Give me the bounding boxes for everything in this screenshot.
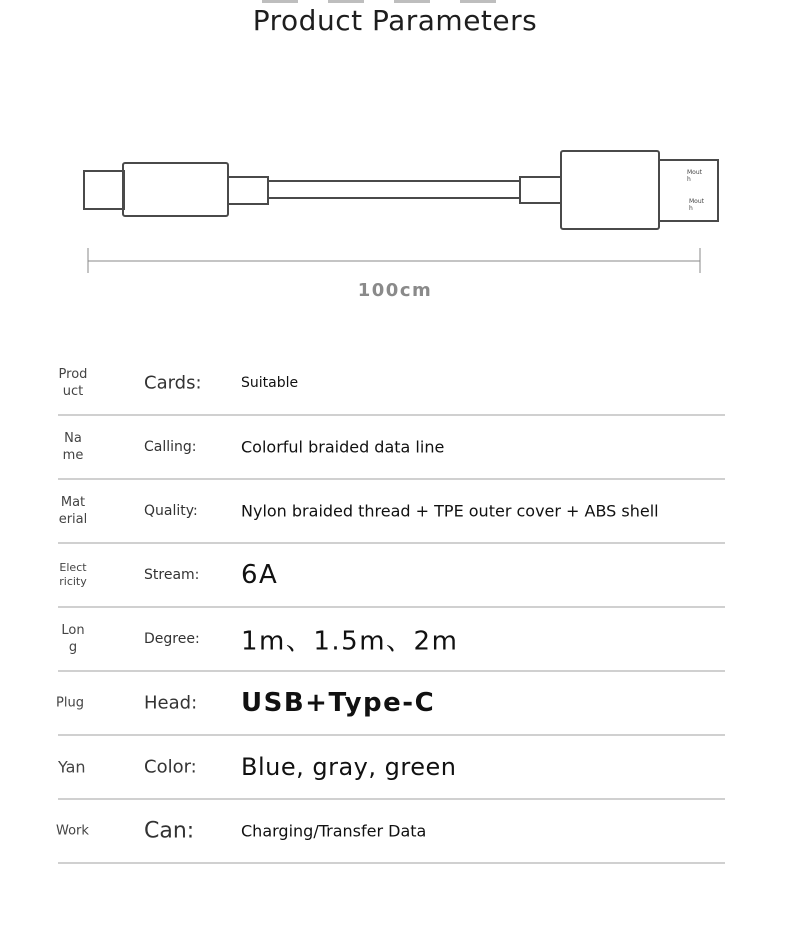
row-label: Product bbox=[58, 367, 88, 399]
row-value: Blue, gray, green bbox=[241, 753, 457, 781]
row-label: Long bbox=[61, 623, 85, 655]
row-value: Nylon braided thread + TPE outer cover + ABS shell bbox=[241, 501, 659, 521]
table-row bbox=[58, 736, 725, 800]
row-label: Plug bbox=[56, 695, 84, 711]
table-row bbox=[58, 800, 725, 864]
table-row bbox=[58, 352, 725, 416]
row-label: Material bbox=[58, 495, 88, 527]
row-key: Quality: bbox=[144, 503, 198, 519]
table-row bbox=[58, 416, 725, 480]
right-strain-relief bbox=[520, 177, 561, 203]
table-row bbox=[58, 672, 725, 736]
row-value: Charging/Transfer Data bbox=[241, 821, 427, 841]
right-plug-housing bbox=[561, 151, 659, 229]
port-label-top: Mout h bbox=[687, 169, 703, 183]
left-plug-tip bbox=[84, 171, 124, 209]
length-label: 100cm bbox=[357, 280, 433, 301]
row-label: Work bbox=[56, 823, 89, 839]
parameters-table bbox=[58, 352, 725, 864]
row-value: USB+Type-C bbox=[241, 688, 436, 718]
row-key: Cards: bbox=[144, 372, 202, 394]
row-value: 1m、1.5m、2m bbox=[241, 626, 459, 657]
row-key: Stream: bbox=[144, 567, 200, 583]
left-strain-relief bbox=[228, 177, 268, 204]
row-label: Electricity bbox=[59, 561, 87, 588]
left-plug-housing bbox=[123, 163, 228, 216]
title-overline bbox=[262, 0, 522, 3]
row-value: Colorful braided data line bbox=[241, 437, 445, 457]
cable-body bbox=[268, 181, 520, 198]
row-key: Degree: bbox=[144, 631, 200, 647]
row-value: Suitable bbox=[241, 375, 299, 391]
table-row bbox=[58, 608, 725, 672]
row-key: Can: bbox=[144, 818, 195, 844]
cable-diagram bbox=[0, 140, 790, 280]
row-key: Calling: bbox=[144, 439, 197, 455]
row-label: Name bbox=[62, 431, 84, 463]
page-title: Product Parameters bbox=[252, 4, 538, 37]
port-label-bottom: Mout h bbox=[689, 198, 705, 212]
row-label: Yan bbox=[58, 757, 86, 777]
table-row bbox=[58, 480, 725, 544]
row-key: Color: bbox=[144, 756, 197, 778]
table-row bbox=[58, 544, 725, 608]
row-key: Head: bbox=[144, 692, 198, 714]
row-value: 6A bbox=[241, 560, 279, 590]
